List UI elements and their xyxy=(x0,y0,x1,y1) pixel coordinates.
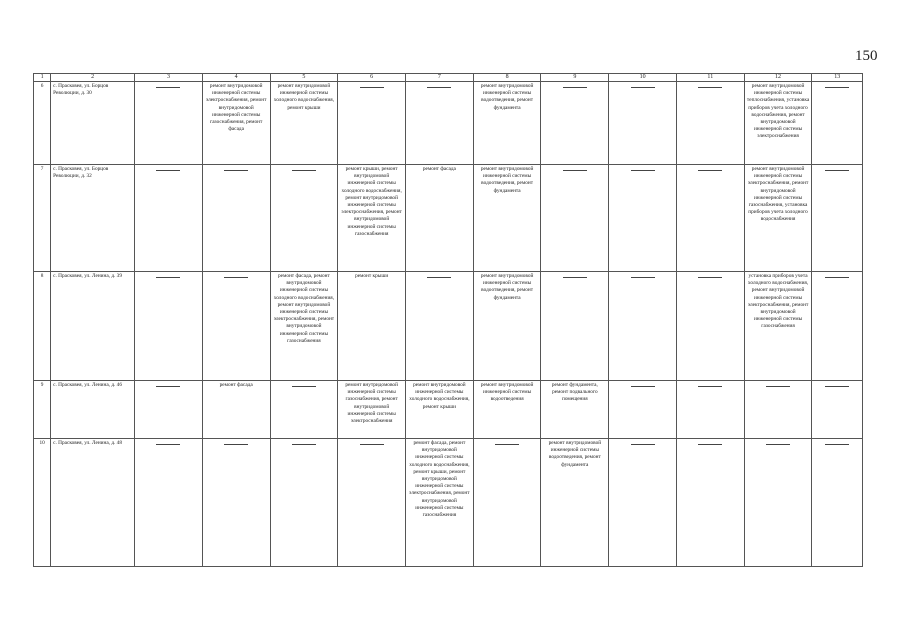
column-number: 7 xyxy=(406,74,474,82)
dash-mark xyxy=(825,277,849,278)
address-cell: с. Прасковея, ул. Ленина, д. 39 xyxy=(51,272,135,381)
dash-mark xyxy=(156,444,180,445)
dash-mark xyxy=(698,444,722,445)
empty-cell xyxy=(812,439,863,567)
work-cell: ремонт крыши xyxy=(338,272,406,381)
dash-mark xyxy=(698,87,722,88)
empty-cell xyxy=(541,165,609,272)
dash-mark xyxy=(825,444,849,445)
row-number: 10 xyxy=(34,439,51,567)
empty-cell xyxy=(202,272,270,381)
work-cell: ремонт крыши, ремонт внутридомовой инженерной системы холодного водоснабжения, ремонт внутридомовой инженерной системы электроснабжения, ремонт внутридомовой инженерной системы газоснабжения xyxy=(338,165,406,272)
row-number: 6 xyxy=(34,82,51,165)
dash-mark xyxy=(360,444,384,445)
dash-mark xyxy=(563,277,587,278)
work-cell: ремонт фасада, ремонт внутридомовой инженерной системы холодного водоснабжения, ремонт внутридомовой инженерной системы электроснабжения, ремонт внутридомовой инженерной системы газоснабжения xyxy=(270,272,338,381)
table-body xyxy=(34,74,863,567)
column-number: 1 xyxy=(34,74,51,82)
column-number: 8 xyxy=(473,74,541,82)
column-number: 6 xyxy=(338,74,406,82)
address-cell: с. Прасковея, ул. Ленина, д. 48 xyxy=(51,439,135,567)
dash-mark xyxy=(224,277,248,278)
dash-mark xyxy=(224,170,248,171)
empty-cell xyxy=(812,82,863,165)
dash-mark xyxy=(631,170,655,171)
work-cell: ремонт внутридомовой инженерной системы водоотведения, ремонт фундамента xyxy=(541,439,609,567)
empty-cell xyxy=(338,439,406,567)
dash-mark xyxy=(292,386,316,387)
empty-cell xyxy=(676,381,744,439)
column-number: 12 xyxy=(744,74,812,82)
empty-cell xyxy=(609,381,677,439)
dash-mark xyxy=(292,170,316,171)
dash-mark xyxy=(427,277,451,278)
work-cell: установка приборов учета холодного водоснабжения, ремонт внутридомовой инженерной системы электроснабжения, ремонт внутридомовой инженерной системы газоснабжения xyxy=(744,272,812,381)
empty-cell xyxy=(609,272,677,381)
dash-mark xyxy=(495,444,519,445)
work-cell: ремонт внутридомовой инженерной системы водоотведения, ремонт фундамента xyxy=(473,272,541,381)
empty-cell xyxy=(676,165,744,272)
work-cell: ремонт внутридомовой инженерной системы водоотведения, ремонт фундамента xyxy=(473,82,541,165)
empty-cell xyxy=(541,272,609,381)
work-cell: ремонт фундамента, ремонт подвального помещения xyxy=(541,381,609,439)
dash-mark xyxy=(156,386,180,387)
dash-mark xyxy=(631,87,655,88)
work-cell: ремонт внутридомовой инженерной системы холодного водоснабжения, ремонт крыши xyxy=(406,381,474,439)
empty-cell xyxy=(812,165,863,272)
column-number: 9 xyxy=(541,74,609,82)
dash-mark xyxy=(563,87,587,88)
work-cell: ремонт внутридомовой инженерной системы водоотведения, ремонт фундамента xyxy=(473,165,541,272)
dash-mark xyxy=(563,170,587,171)
work-cell: ремонт фасада xyxy=(202,381,270,439)
column-number-row xyxy=(34,74,863,82)
dash-mark xyxy=(766,386,790,387)
empty-cell xyxy=(270,439,338,567)
row-number: 7 xyxy=(34,165,51,272)
empty-cell xyxy=(744,381,812,439)
address-cell: с. Прасковея, ул. Борцов Революции, д. 32 xyxy=(51,165,135,272)
column-number: 5 xyxy=(270,74,338,82)
dash-mark xyxy=(156,87,180,88)
empty-cell xyxy=(338,82,406,165)
empty-cell xyxy=(609,165,677,272)
empty-cell xyxy=(270,381,338,439)
column-number: 11 xyxy=(676,74,744,82)
column-number: 3 xyxy=(135,74,203,82)
table-row xyxy=(34,381,863,439)
dash-mark xyxy=(292,444,316,445)
dash-mark xyxy=(631,386,655,387)
empty-cell xyxy=(135,82,203,165)
column-number: 13 xyxy=(812,74,863,82)
work-cell: ремонт внутридомовой инженерной системы газоснабжения, ремонт внутридомовой инженерной системы электроснабжения xyxy=(338,381,406,439)
dash-mark xyxy=(698,277,722,278)
empty-cell xyxy=(406,82,474,165)
work-cell: ремонт внутридомовой инженерной системы холодного водоснабжения, ремонт крыши xyxy=(270,82,338,165)
dash-mark xyxy=(360,87,384,88)
empty-cell xyxy=(744,439,812,567)
column-number: 4 xyxy=(202,74,270,82)
work-cell: ремонт фасада, ремонт внутридомовой инженерной системы холодного водоснабжения, ремонт крыши, ремонт внутридомовой инженерной системы электроснабжения, ремонт внутридомовой инженерной системы газоснабжения xyxy=(406,439,474,567)
address-cell: с. Прасковея, ул. Борцов Революции, д. 30 xyxy=(51,82,135,165)
dash-mark xyxy=(825,170,849,171)
empty-cell xyxy=(676,439,744,567)
dash-mark xyxy=(631,444,655,445)
capital-repair-schedule-table xyxy=(33,73,863,567)
dash-mark xyxy=(825,87,849,88)
empty-cell xyxy=(812,272,863,381)
dash-mark xyxy=(224,444,248,445)
empty-cell xyxy=(135,272,203,381)
row-number: 9 xyxy=(34,381,51,439)
dash-mark xyxy=(631,277,655,278)
dash-mark xyxy=(766,444,790,445)
empty-cell xyxy=(609,82,677,165)
empty-cell xyxy=(135,381,203,439)
dash-mark xyxy=(698,386,722,387)
work-cell: ремонт внутридомовой инженерной системы электроснабжения, ремонт внутридомовой инженерной системы газоснабжения, ремонт фасада xyxy=(202,82,270,165)
dash-mark xyxy=(156,170,180,171)
dash-mark xyxy=(427,87,451,88)
address-cell: с. Прасковея, ул. Ленина, д. 46 xyxy=(51,381,135,439)
column-number: 2 xyxy=(51,74,135,82)
empty-cell xyxy=(135,165,203,272)
table-row xyxy=(34,82,863,165)
dash-mark xyxy=(825,386,849,387)
table-row xyxy=(34,439,863,567)
work-cell: ремонт фасада xyxy=(406,165,474,272)
work-cell: ремонт внутридомовой инженерной системы электроснабжения, ремонт внутридомовой инженерной системы газоснабжения, установка приборов учета холодного водоснабжения xyxy=(744,165,812,272)
empty-cell xyxy=(202,439,270,567)
column-number: 10 xyxy=(609,74,677,82)
dash-mark xyxy=(156,277,180,278)
empty-cell xyxy=(812,381,863,439)
empty-cell xyxy=(202,165,270,272)
empty-cell xyxy=(541,82,609,165)
empty-cell xyxy=(406,272,474,381)
table-row xyxy=(34,165,863,272)
work-cell: ремонт внутридомовой инженерной системы теплоснабжения, установка приборов учета холодного водоснабжения, ремонт внутридомовой инженерной системы электроснабжения xyxy=(744,82,812,165)
work-cell: ремонт внутридомовой инженерной системы водоотведения xyxy=(473,381,541,439)
empty-cell xyxy=(676,82,744,165)
empty-cell xyxy=(270,165,338,272)
dash-mark xyxy=(698,170,722,171)
row-number: 8 xyxy=(34,272,51,381)
empty-cell xyxy=(609,439,677,567)
table-row xyxy=(34,272,863,381)
page-number: 150 xyxy=(855,48,878,64)
empty-cell xyxy=(135,439,203,567)
empty-cell xyxy=(473,439,541,567)
empty-cell xyxy=(676,272,744,381)
